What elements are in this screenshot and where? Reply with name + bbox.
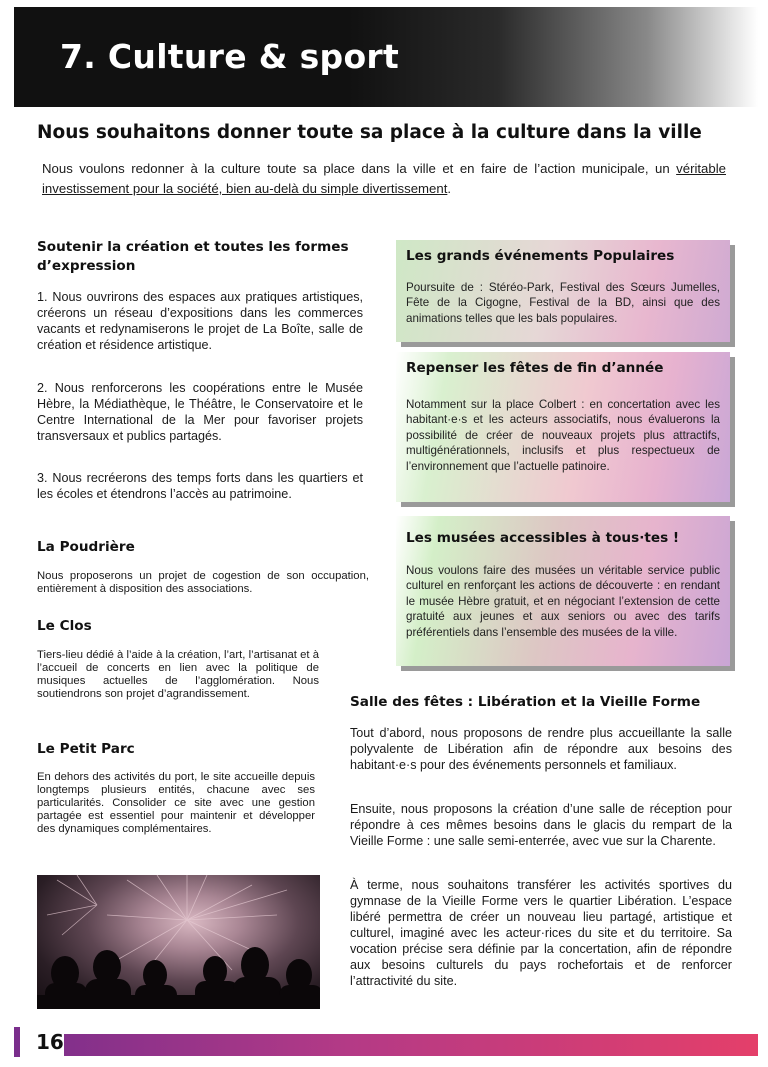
poudriere-title: La Poudrière <box>37 539 135 555</box>
petit-parc-title: Le Petit Parc <box>37 741 135 757</box>
intro-text: Nous voulons redonner à la culture toute sa place dans la ville et en faire de l’action municipale, un <box>42 161 677 176</box>
section-creation-title: Soutenir la création et toutes les formes d’expression <box>37 239 349 274</box>
salle-paragraph-1: Tout d’abord, nous proposons de rendre plus accueillante la salle polyvalente de Libération afin de répondre aux besoins des habitant·e·s pour des événements personnels et familiaux. <box>350 726 732 772</box>
box-fetes-fin-annee-title: Repenser les fêtes de fin d’année <box>406 360 664 376</box>
box-musees-accessibles-text: Nous voulons faire des musées un véritable service public culturel en renforçant les actions de découverte : en rendant le musée Hèbre gratuit, et en négociant l’extension de cette gratuité aux jeunes et aux seniors ou avec des tarifs préférentiels dans l’ensemble des musées de la ville. <box>406 564 720 639</box>
salle-paragraph-2: Ensuite, nous proposons la création d’une salle de réception pour répondre à ces mêmes besoins dans le glacis du rempart de la Vieille Forme : une salle semi-enterrée, avec vue sur la Charente. <box>350 802 732 848</box>
box-fetes-fin-annee <box>396 352 730 502</box>
page-number: 16 <box>14 1027 64 1057</box>
salle-des-fetes-title: Salle des fêtes : Libération et la Vieille Forme <box>350 694 701 710</box>
fireworks-crowd-photo <box>37 875 320 1009</box>
section-subtitle: Nous souhaitons donner toute sa place à la culture dans la ville <box>37 122 702 143</box>
intro-end: . <box>447 181 452 196</box>
clos-text: Tiers-lieu dédié à l’aide à la création, l’art, l’artisanat et à l’accueil de concerts en lien avec la politique de musiques actuelles de l’agglomération. Nous soutiendrons son projet d’agrandissement. <box>37 649 319 700</box>
intro-underlined-text: véritable investissement pour la société, bien au-delà du simple divertissement <box>42 161 726 196</box>
box-grands-evenements-text: Poursuite de : Stéréo-Park, Festival des Sœurs Jumelles, Fête de la Cigogne, Festival de la BD, ainsi que des animations telles que les bals populaires. <box>406 281 720 325</box>
fireworks-illustration <box>37 875 320 1009</box>
box-musees-accessibles-title: Les musées accessibles à tous·tes ! <box>406 530 680 546</box>
header-banner <box>14 7 758 107</box>
salle-paragraph-3: À terme, nous souhaitons transférer les activités sportives du gymnase de la Vieille Forme vers le quartier Libération. L’espace libéré permettra de créer un nouveau lieu partagé, artistique et culturel, imaginé avec les acteur·rices du site et du territoire. Sa vocation précise sera définie par la concertation, afin de répondre aux besoins culturels du pays rochefortais et de renforcer l’attractivité du site. <box>350 878 732 988</box>
box-grands-evenements-title: Les grands événements Populaires <box>406 248 675 264</box>
poudriere-text: Nous proposerons un projet de cogestion de son occupation, entièrement à disposition des associations. <box>37 570 369 595</box>
intro-paragraph <box>42 159 726 199</box>
petit-parc-text: En dehors des activités du port, le site accueille depuis longtemps plusieurs entités, chacune avec ses particularités. Consolider ce site avec une gestion partagée est essentiel pour maintenir et développer des dynamiques complémentaires. <box>37 771 315 835</box>
footer-left-accent <box>14 1027 20 1057</box>
creation-paragraph-2: 2. Nous renforcerons les coopérations entre le Musée Hèbre, la Médiathèque, le Théâtre, le Conservatoire et le Centre International de la Mer pour favoriser projets transversaux et publics partagés. <box>37 381 363 443</box>
creation-paragraph-3: 3. Nous recréerons des temps forts dans les quartiers et les écoles et étendrons l’accès au patrimoine. <box>37 471 363 501</box>
creation-paragraph-1: 1. Nous ouvrirons des espaces aux pratiques artistiques, créerons un réseau d’expositions dans les commerces vacants et redynamiserons le projet de La Boîte, salle de création et résidence artistique. <box>37 290 363 352</box>
box-grands-evenements <box>396 240 730 342</box>
box-musees-accessibles <box>396 516 730 666</box>
page-title: 7. Culture & sport <box>60 37 400 76</box>
clos-title: Le Clos <box>37 618 92 634</box>
footer-gradient-bar <box>14 1034 758 1056</box>
box-fetes-fin-annee-text: Notamment sur la place Colbert : en concertation avec les habitant·e·s et les acteurs associatifs, nous évaluerons la possibilité de créer de nouveaux projets plus attractifs, multigénérationnels, inclusifs et plus respectueux de l’environnement que l’actuelle patinoire. <box>406 398 720 473</box>
